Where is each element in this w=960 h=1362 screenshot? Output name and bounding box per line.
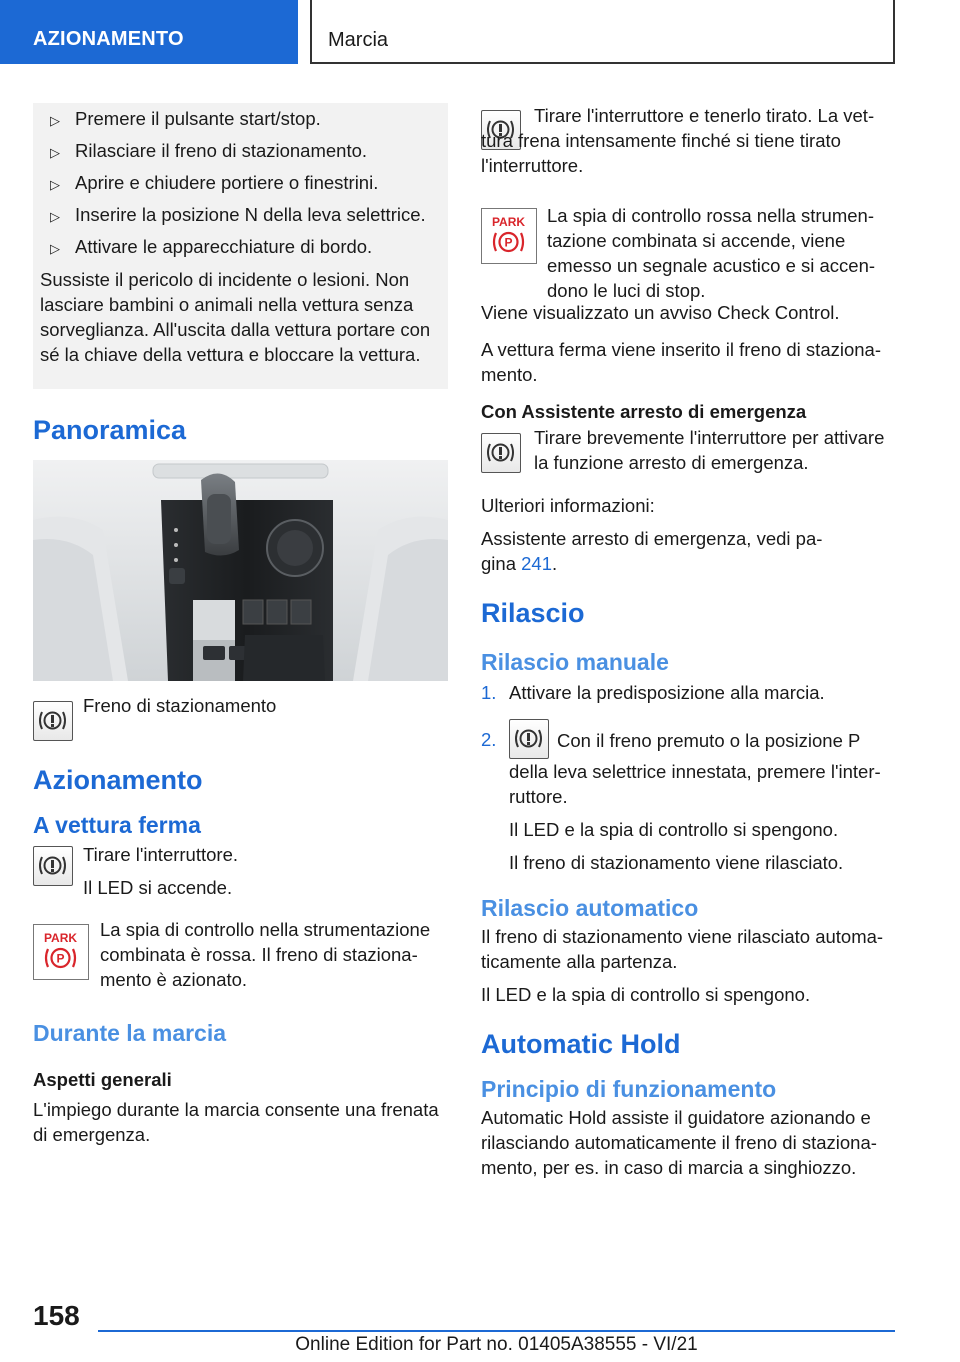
check-control-text: Viene visualizzato un avviso Check Control. (481, 302, 840, 323)
list-item: 2. Con il freno premuto o la posizione P della leva selettrice innestata, premere l'interruttore. Il LED e la spia di controllo si spengono. Il freno di stazionamento viene rilasciato. (481, 719, 896, 875)
page-number: 158 (33, 1300, 80, 1331)
park-warning-light-icon (481, 208, 537, 264)
edition-text: Online Edition for Part no. 01405A38555 - VI/21 (295, 1334, 698, 1355)
park-red-text: La spia di controllo rossa nella strumentazione combinata si accende, viene emesso un segnale acustico e si accendono le luci di stop. (547, 205, 876, 301)
caption-row (33, 695, 448, 741)
page-title: Marcia (310, 0, 895, 64)
svg-text:P: P (56, 951, 65, 966)
pull-switch-row (33, 842, 448, 912)
emergency-row (481, 425, 896, 481)
warning-text: Sussiste il pericolo di incidente o lesioni. Non lasciare bambini o animali nella vettura senza sorveglianza. All'uscita dalla vettura portare con sé la chiave della vettura e bloccare la vettura. (40, 269, 431, 365)
triangle-bullet-icon: ▷ (50, 113, 60, 128)
list-item: ▷ Rilasciare il freno di stazionamento. (40, 139, 440, 163)
list-item: ▷ Premere il pulsante start/stop. (40, 107, 440, 131)
heading-azionamento: Azionamento (33, 765, 203, 795)
step2-sub1: Il LED e la spia di controllo si spengono. (509, 819, 839, 840)
photo-caption: Freno di stazionamento (83, 695, 277, 716)
heading-vettura-ferma: A vettura ferma (33, 812, 201, 838)
list-item: ▷ Inserire la posizione N della leva selettrice. (40, 203, 440, 227)
parking-brake-switch-icon (33, 701, 73, 741)
triangle-bullet-icon: ▷ (50, 145, 60, 160)
heading-principio: Principio di funzionamento (481, 1076, 777, 1102)
left-column (33, 103, 448, 1147)
svg-text:PARK: PARK (491, 215, 526, 229)
section-tab: AZIONAMENTO (0, 0, 298, 64)
list-item: ▷ Aprire e chiudere portiere o finestrini. (40, 171, 440, 195)
right-column (481, 103, 896, 1180)
cross-reference: Assistente arresto di emergenza, vedi pagina 241. (481, 528, 823, 574)
principio-text: Automatic Hold assiste il guidatore azionando e rilasciando automaticamente il freno di stazionamento, per es. in caso di marcia a singhiozzo. (481, 1107, 877, 1178)
pull-hold-text: Tirare l'interruttore e tenerlo tirato. La vettura frena intensamente finché si tiene tirato l'interruttore. (481, 105, 875, 176)
list-item: ▷ Attivare le apparecchiature di bordo. (40, 235, 440, 259)
svg-text:P: P (504, 235, 513, 250)
svg-text:PARK: PARK (43, 931, 78, 945)
pull-hold-row (481, 103, 896, 183)
park-warning-light-icon (33, 924, 89, 980)
heading-durante-marcia: Durante la marcia (33, 1020, 227, 1046)
stopped-text: A vettura ferma viene inserito il freno di stazionamento. (481, 339, 882, 385)
console-photo (33, 460, 448, 681)
park-red-row (481, 203, 896, 303)
center-console-illustration (33, 460, 448, 681)
heading-aspetti-generali: Aspetti generali (33, 1069, 172, 1090)
warning-box (33, 103, 448, 389)
heading-automatic-hold: Automatic Hold (481, 1029, 681, 1059)
list-item: 1. Attivare la predisposizione alla marcia. (481, 682, 825, 703)
step2-sub2: Il freno di stazionamento viene rilasciato. (509, 852, 844, 873)
more-info-text: Ulteriori informazioni: (481, 495, 655, 516)
triangle-bullet-icon: ▷ (50, 177, 60, 192)
heading-rilascio: Rilascio (481, 598, 585, 628)
triangle-bullet-icon: ▷ (50, 209, 60, 224)
parking-brake-switch-icon (481, 433, 521, 473)
park-light-row (33, 920, 448, 1000)
parking-brake-switch-icon (33, 846, 73, 886)
triangle-bullet-icon: ▷ (50, 241, 60, 256)
heading-rilascio-automatico: Rilascio automatico (481, 895, 699, 921)
footer-divider (98, 1330, 895, 1332)
pull-switch-text: Tirare l'interruttore. (83, 844, 239, 865)
heading-emergency: Con Assistente arresto di emergenza (481, 401, 807, 422)
heading-rilascio-manuale: Rilascio manuale (481, 649, 669, 675)
led-on-text: Il LED si accende. (83, 877, 233, 898)
heading-panoramica: Panoramica (33, 415, 187, 445)
auto-text: Il freno di stazionamento viene rilasciato automaticamente alla partenza. (481, 926, 884, 972)
park-light-text: La spia di controllo nella strumentazione combinata è rossa. Il freno di stazionamento è azionato. (100, 919, 431, 990)
aspetti-text: L'impiego durante la marcia consente una frenata di emergenza. (33, 1099, 439, 1145)
page-link[interactable]: 241 (521, 553, 552, 574)
auto-led-text: Il LED e la spia di controllo si spengono. (481, 984, 811, 1005)
parking-brake-switch-icon (509, 719, 549, 759)
emergency-text: Tirare brevemente l'interruttore per attivare la funzione arresto di emergenza. (534, 427, 885, 473)
